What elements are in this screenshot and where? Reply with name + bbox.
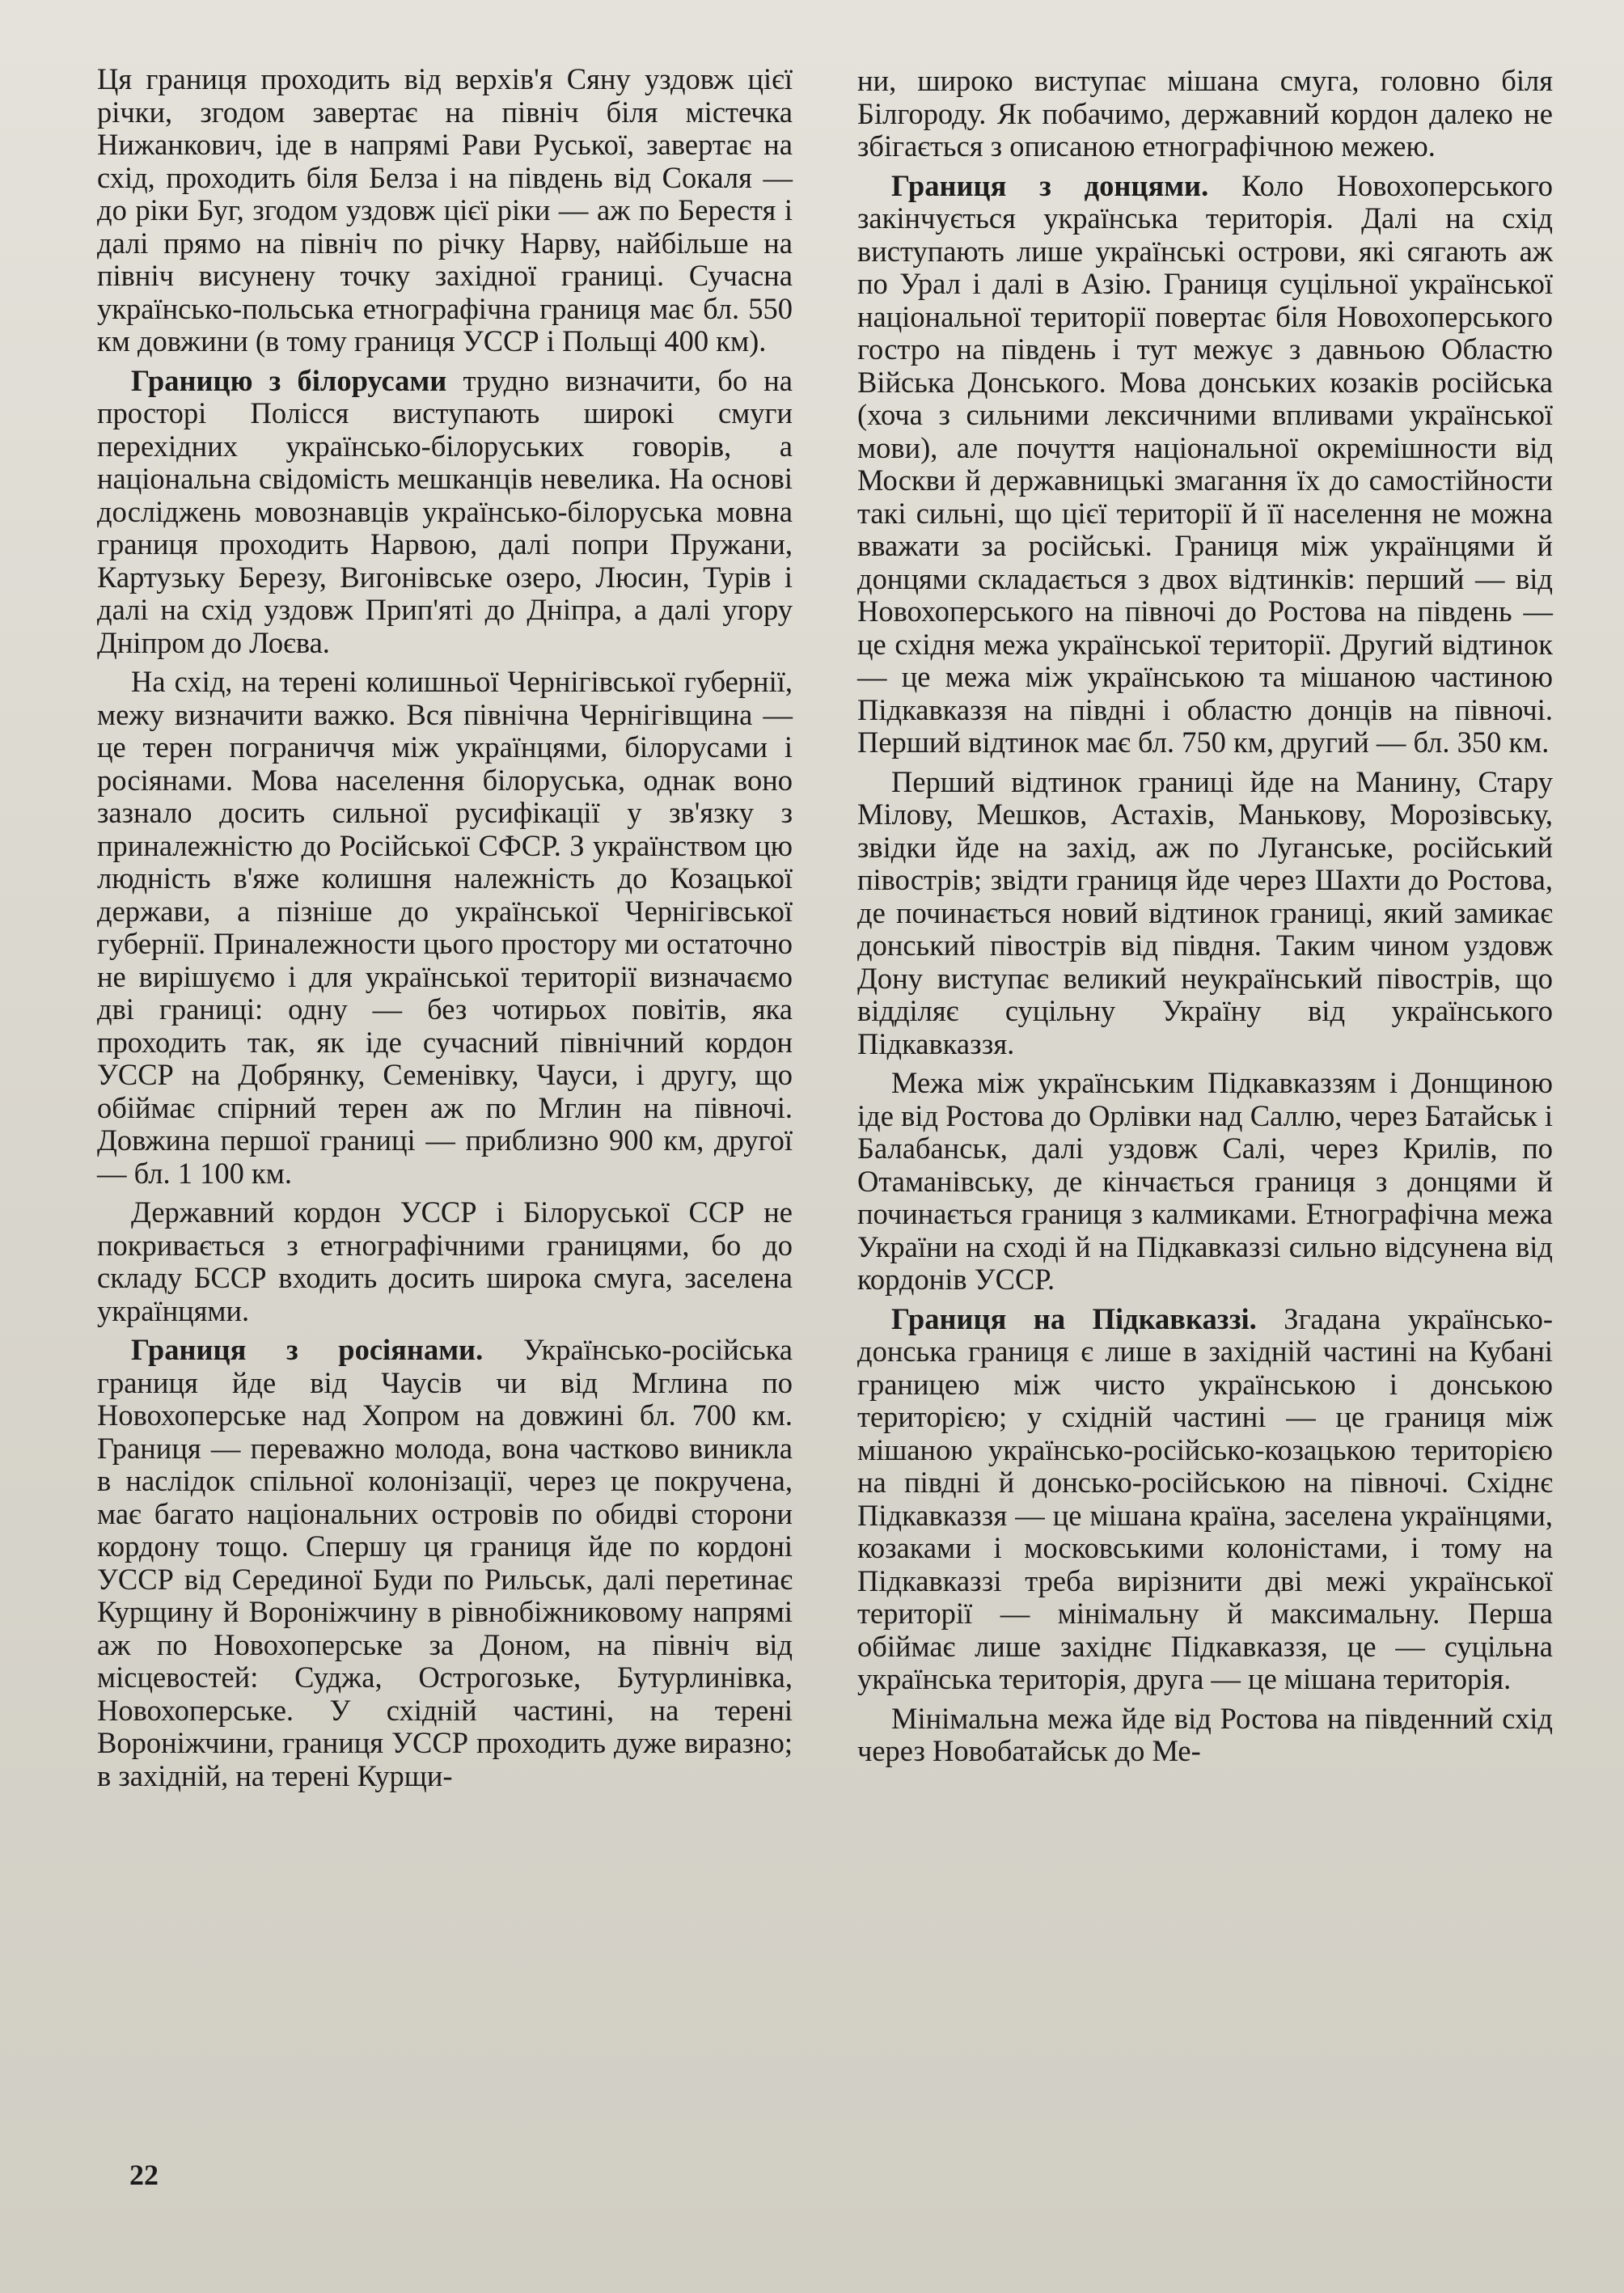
paragraph [97, 1334, 793, 1792]
section-heading: Границю з білорусами [131, 363, 447, 397]
section-heading: Границя з росіянами. [131, 1333, 484, 1366]
paragraph: Перший відтинок границі йде на Манину, Стару Мілову, Мешков, Астахів, Манькову, Морозівську, звідки йде на захід, аж по Луганське, російський півострів; звідти границя йде через Шахти до Ростова, де починається новий відтинок границі, який замикає донський півострів від півдня. Таким чином уздовж Дону виступає великий неукраїнський півострів, що відділяє суцільну Україну від українського Підкавказзя. [857, 764, 1553, 1060]
paragraph-text: трудно визначити, бо на просторі Полісся виступають широкі смуги перехідних українсько-білоруських говорів, а національна свідомість мешканців невелика. На основі досліджень мовознавців українсько-білоруська мовна границя проходить Нарвою, далі попри Пружани, Картузьку Березу, Вигонівське озеро, Люсин, Турів і далі на схід уздовж Прип'яті до Дніпра, а далі угору Дніпром до Лоєва. [97, 363, 793, 659]
paragraph: На схід, на терені колишньої Чернігівської губернії, межу визначити важко. Вся північна Чернігівщина — це терен пограниччя між українцями, білорусами і росіянами. Мова населення білоруська, однак воно зазнало досить сильної русифікації у зв'язку з приналежністю до Російської СФСР. З українством цю людність в'яже колишня належність до Козацької держави, а пізніше до української Чернігівської губернії. Приналежности цього простору ми остаточно не вирішуємо і для української території визначаємо дві границі: одну — без чотирьох повітів, яка проходить так, як іде сучасний північний кордон УССР на Добрянку, Семенівку, Чауси, і другу, що обіймає спірний терен аж по Мглин на півночі. Довжина першої границі — приблизно 900 км, другої — бл. 1 100 км. [97, 665, 793, 1190]
paragraph: Ця границя проходить від верхів'я Сяну уздовж цієї річки, згодом завертає на північ біля містечка Нижанкович, іде в напрямі Рави Руської, завертає на схід, проходить біля Белза і на південь від Сокаля — до ріки Буг, згодом уздовж цієї ріки — аж по Берестя і далі прямо на північ по річку Нарву, найбільше на північ висунену точку західної границі. Сучасна українсько-польська етнографічна границя має бл. 550 км довжини (в тому границя УССР і Польщі 400 км). [97, 62, 793, 357]
section-heading: Границя з донцями. [891, 168, 1209, 202]
paragraph [857, 170, 1553, 759]
paragraph-text: Згадана українсько-донська границя є лише в західній частині на Кубані границею між чисто українською і донською територією; у східній частині — це границя між мішаною українсько-російсько-козацькою територією на півдні й донсько-російською на півночі. Східнє Підкавказзя — це мішана країна, заселена українцями, козаками і московськими колоністами, і тому на Підкавказзі треба вирізнити дві межі української території — мінімальну й максимальну. Перша обіймає лише західнє Підкавказзя, це — суцільна українська територія, друга — це мішана територія. [857, 1301, 1553, 1695]
right-column [857, 65, 1553, 1775]
paragraph: Мінімальна межа йде від Ростова на південний схід через Новобатайськ до Ме- [857, 1701, 1553, 1767]
paragraph [857, 1303, 1553, 1696]
paragraph-text: Українсько-російська границя йде від Чаусів чи від Мглина по Новохоперське над Хопром на довжині бл. 700 км. Границя — переважно молода, вона частково виникла в наслідок спільної колонізації, через це покручена, має багато національних островів по обидві сторони кордону тощо. Спершу ця границя йде по кордоні УССР від Серединої Буди по Рильськ, далі перетинає Курщину й Вороніжчину в рівнобіжниковому напрямі аж по Новохоперське за Доном, на північ від місцевостей: Суджа, Острогозьке, Бутурлинівка, Новохоперське. У східній частині, на терені Вороніжчини, границя УССР проходить дуже виразно; в західній, на терені Курщи- [97, 1333, 793, 1792]
paragraph: Державний кордон УССР і Білоруської ССР не покривається з етнографічними границями, бо до складу БССР входить досить широка смуга, заселена українцями. [97, 1195, 793, 1327]
paragraph [97, 365, 793, 660]
paragraph-text: Коло Новохоперського закінчується українська територія. Далі на схід виступають лише українські острови, які сягають аж по Урал і далі в Азію. Границя суцільної української національної території повертає біля Новохоперського гостро на південь і тут межує з давньою Областю Війська Донського. Мова донських козаків російська (хоча з сильними лексичними впливами української мови), але почуття національної окремішности від Москви й державницькі змагання їх до самостійности такі сильні, що цієї території й її населення не можна вважати за російські. Границя між українцями й донцями складається з двох відтинків: перший — від Новохоперського на півночі до Ростова на південь — це східня межа української території. Другий відтинок — це межа між українською та мішаною частиною Підкавказзя на півдні і областю донців на півночі. Перший відтинок має бл. 750 км, другий — бл. 350 км. [857, 168, 1553, 759]
page-number: 22 [129, 2159, 159, 2191]
left-column [97, 63, 793, 1799]
section-heading: Границя на Підкавказзі. [891, 1301, 1257, 1335]
paragraph: Межа між українським Підкавказзям і Донщиною іде від Ростова до Орлівки над Саллю, через Батайськ і Балабанськ, далі уздовж Салі, через Крилів, по Отаманівську, де кінчається границя з донцями й починається границя з калмиками. Етнографічна межа України на сході й на Підкавказзі сильно відсунена від кордонів УССР. [857, 1066, 1553, 1296]
paragraph: ни, широко виступає мішана смуга, головно біля Білгороду. Як побачимо, державний кордон далеко не збігається з описаною етнографічною межею. [857, 64, 1553, 163]
